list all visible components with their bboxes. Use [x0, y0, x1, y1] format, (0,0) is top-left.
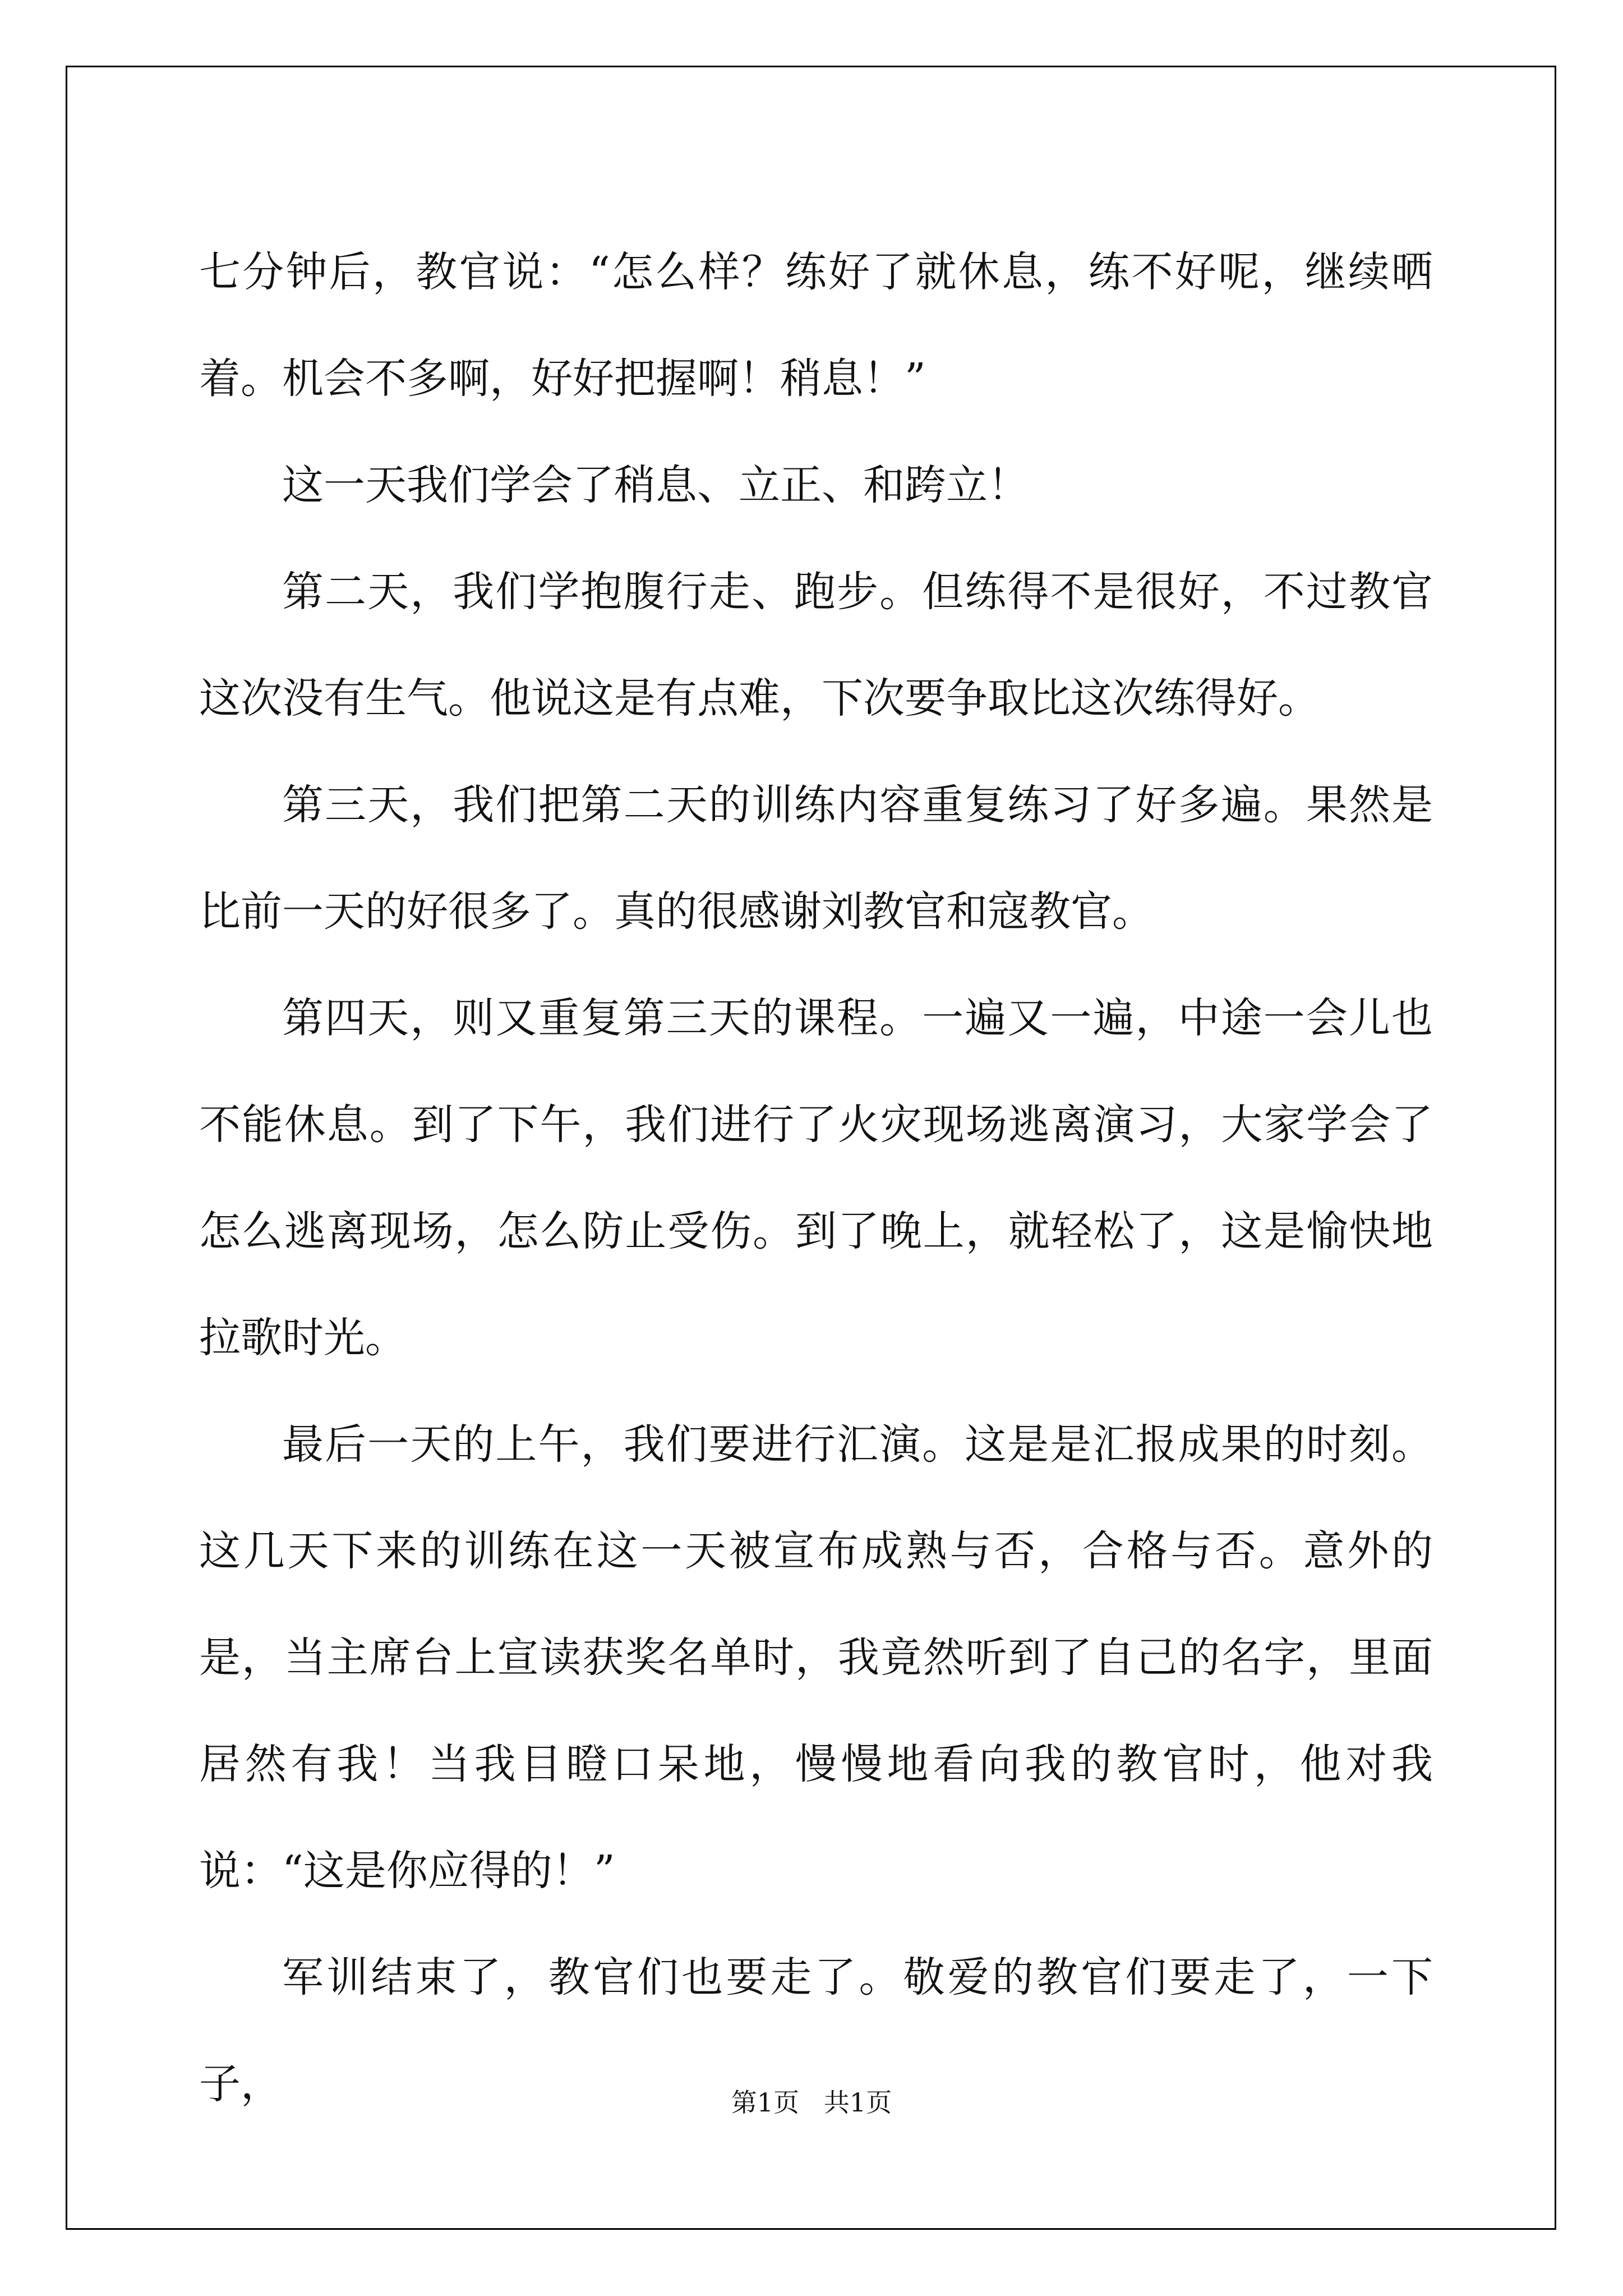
- paragraph-1: 七分钟后，教官说：“怎么样？练好了就休息，练不好呢，继续晒着。机会不多啊，好好把握啊！稍息！”: [199, 248, 1433, 403]
- page-footer: 第1页 共1页: [731, 2087, 892, 2118]
- paragraph-5: 第四天，则又重复第三天的课程。一遍又一遍，中途一会儿也不能休息。到了下午，我们进行了火灾现场逃离演习，大家学会了怎么逃离现场，怎么防止受伤。到了晚上，就轻松了，这是愉快地拉歌时光。: [199, 994, 1433, 1362]
- paragraph-4: 第三天，我们把第二天的训练内容重复练习了好多遍。果然是比前一天的好很多了。真的很感谢刘教官和寇教官。: [199, 781, 1433, 936]
- paragraph-2: 这一天我们学会了稍息、立正、和跨立！: [282, 461, 1029, 509]
- paragraph-7: 军训结束了，教官们也要走了。敬爱的教官们要走了，一下子，: [199, 1953, 1433, 2108]
- paragraph-3: 第二天，我们学抱腹行走、跑步。但练得不是很好，不过教官这次没有生气。他说这是有点难，下次要争取比这次练得好。: [199, 568, 1433, 723]
- document-body: [199, 219, 1433, 2137]
- paragraph-6: 最后一天的上午，我们要进行汇演。这是是汇报成果的时刻。这几天下来的训练在这一天被宣布成熟与否，合格与否。意外的是，当主席台上宣读获奖名单时，我竟然听到了自己的名字，里面居然有我！当我目瞪口呆地，慢慢地看向我的教官时，他对我说：“这是你应得的！”: [199, 1420, 1433, 1895]
